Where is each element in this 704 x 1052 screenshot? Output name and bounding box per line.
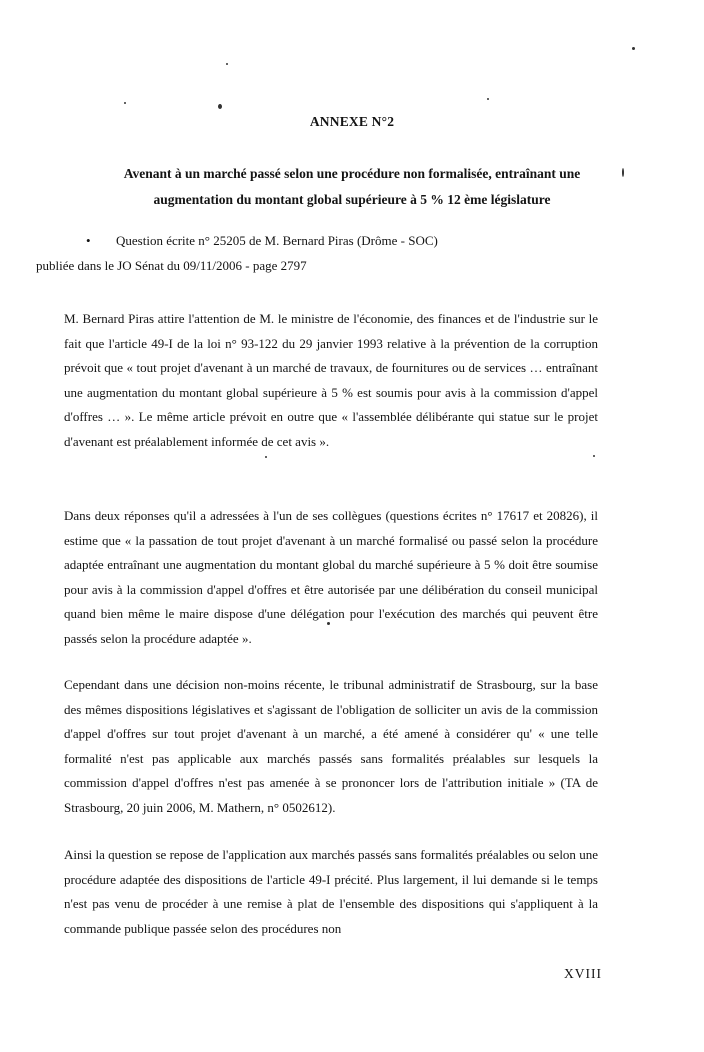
scan-speck	[593, 455, 595, 457]
bullet-icon: •	[86, 233, 91, 248]
question-subject	[80, 161, 624, 213]
scan-speck	[487, 98, 489, 100]
scan-speck	[226, 63, 228, 65]
scan-speck	[218, 104, 222, 109]
annex-title: ANNEXE N°2	[309, 114, 395, 129]
subject-line-2: augmentation du montant global supérieure à 5 % 12 ème législature	[153, 192, 551, 207]
scan-speck	[632, 47, 635, 50]
paragraph-2: Dans deux réponses qu'il a adressées à l'un de ses collègues (questions écrites n° 17617 et 20826), il estime que « la passation de tout projet d'avenant à un marché formalisé ou passé selon la procédure adaptée entraînant une augmentation du montant global du marché supérieure à 5 % doit être soumise pour avis à la commission d'appel d'offres et être autorisée par une délibération du conseil municipal quand bien même le maire dispose d'une délégation pour l'exécution des marchés qui peuvent être passés selon la procédure adaptée ».	[64, 508, 598, 646]
scan-speck	[622, 168, 624, 177]
publication-info: publiée dans le JO Sénat du 09/11/2006 - page 2797	[36, 258, 307, 273]
subject-line-1: Avenant à un marché passé selon une procédure non formalisée, entraînant une	[123, 166, 581, 181]
scan-speck	[327, 622, 330, 625]
paragraph-3: Cependant dans une décision non-moins récente, le tribunal administratif de Strasbourg, sur la base des mêmes dispositions législatives et s'agissant de l'obligation de solliciter un avis de la commission d'appel d'offres sur tout projet d'avenant à un marché, a été amené à considérer qu' « une telle formalité n'est pas applicable aux marchés passés sans formalités préalables sur lesquels la commission d'appel d'offres n'est pas amenée à se prononcer lors de l'attribution initiale » (TA de Strasbourg, 20 juin 2006, M. Mathern, n° 0502612).	[64, 677, 598, 815]
scan-speck	[265, 456, 267, 458]
paragraph-1: M. Bernard Piras attire l'attention de M. le ministre de l'économie, des finances et de l'industrie sur le fait que l'article 49-I de la loi n° 93-122 du 29 janvier 1993 relative à la prévention de la corruption prévoit que « tout projet d'avenant à un marché de travaux, de fournitures ou de services … entraînant une augmentation du montant global supérieure à 5 % est soumis pour avis à la commission d'appel d'offres … ». Le même article prévoit en outre que « l'assemblée délibérante qui statue sur le projet d'avenant est préalablement informée de cet avis ».	[64, 311, 598, 449]
question-reference	[86, 231, 438, 251]
scan-speck	[124, 102, 126, 104]
paragraph-4: Ainsi la question se repose de l'application aux marchés passés sans formalités préalables ou selon une procédure adaptée des dispositions de l'article 49-I précité. Plus largement, il lui demande si le temps n'est pas venu de procéder à une remise à plat de l'ensemble des dispositions qui s'appliquent à la commande publique passée selon des procédures non	[64, 847, 598, 936]
question-text: Question écrite n° 25205 de M. Bernard Piras (Drôme - SOC)	[116, 233, 438, 248]
page-number: XVIII	[564, 966, 602, 981]
